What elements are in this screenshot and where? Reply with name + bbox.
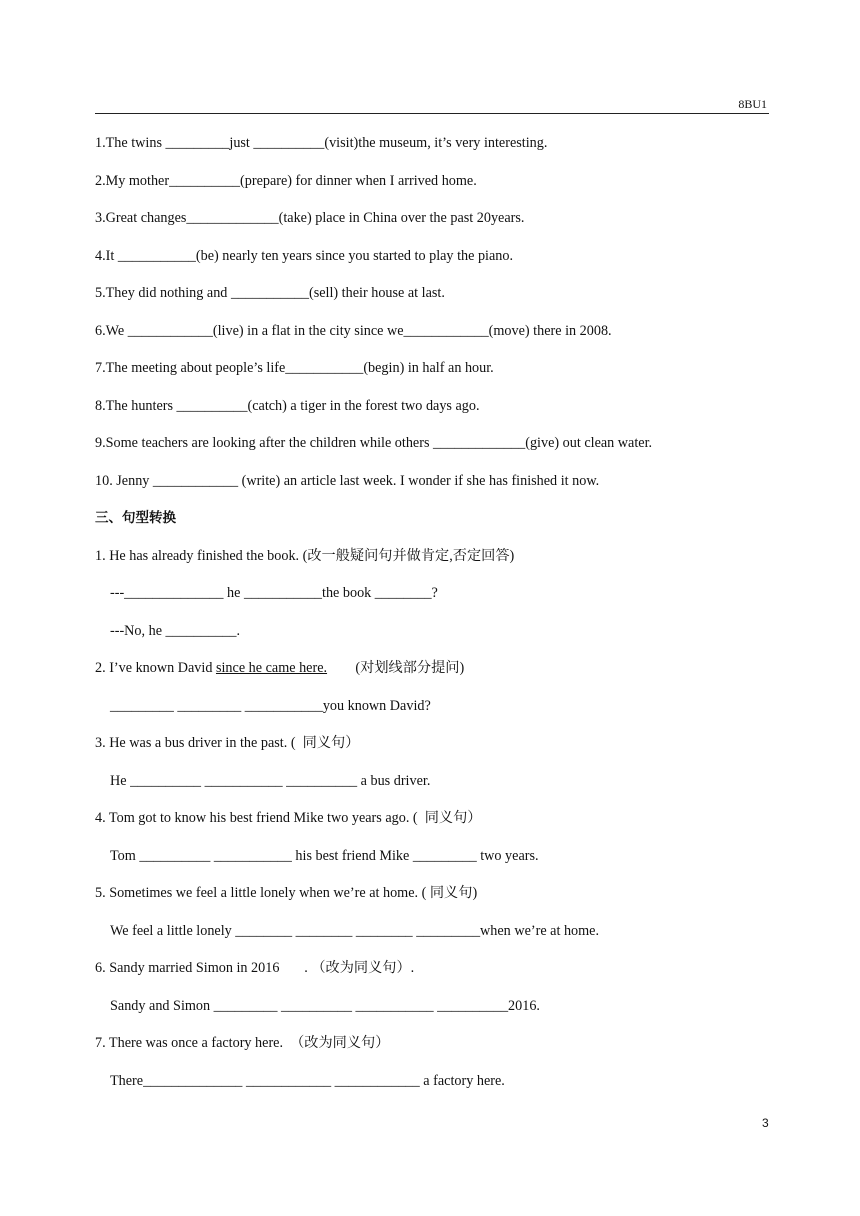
question-line: 4. Tom got to know his best friend Mike two years ago. ( 同义句） bbox=[95, 810, 482, 826]
question-line: 1. He has already finished the book. (改一般疑问句并做肯定,否定回答) bbox=[95, 547, 515, 564]
answer-line: He __________ ___________ __________ a bus driver. bbox=[110, 772, 431, 789]
answer-line: _________ _________ ___________you known David? bbox=[110, 697, 431, 714]
header-code: 8BU1 bbox=[738, 97, 767, 111]
answer-line: ---No, he __________. bbox=[110, 622, 241, 639]
exercise-line: 10. Jenny ____________ (write) an article last week. I wonder if she has finished it now. bbox=[95, 472, 600, 489]
underlined-phrase: since he came here. bbox=[215, 660, 328, 676]
section-heading: 三、句型转换 bbox=[95, 510, 176, 526]
answer-line: ---______________ he ___________the book ________? bbox=[110, 585, 438, 601]
exercise-line: 4.It ___________(be) nearly ten years since you started to play the piano. bbox=[95, 247, 514, 264]
exercise-line: 3.Great changes_____________(take) place in China over the past 20years. bbox=[95, 210, 525, 226]
answer-line: We feel a little lonely ________ ________ ________ _________when we’re at home. bbox=[110, 922, 600, 939]
exercise-line: 1.The twins _________just __________(visit)the museum, it’s very interesting. bbox=[95, 135, 548, 151]
header-rule bbox=[95, 113, 769, 114]
exercise-line: 6.We ____________(live) in a flat in the city since we____________(move) there in 2008. bbox=[95, 322, 612, 339]
exercise-line: 9.Some teachers are looking after the children while others _____________(give) out clean water. bbox=[95, 435, 653, 451]
question-line: 6. Sandy married Simon in 2016 . （改为同义句）. bbox=[95, 960, 415, 976]
worksheet-body bbox=[95, 133, 775, 1108]
answer-line: Sandy and Simon _________ __________ ___________ __________2016. bbox=[110, 997, 540, 1014]
question-line: 7. There was once a factory here. （改为同义句） bbox=[95, 1035, 390, 1051]
exercise-line: 5.They did nothing and ___________(sell) their house at last. bbox=[95, 285, 445, 301]
question-line bbox=[95, 658, 775, 696]
answer-line: Tom __________ ___________ his best friend Mike _________ two years. bbox=[110, 847, 539, 864]
exercise-line: 7.The meeting about people’s life___________(begin) in half an hour. bbox=[95, 360, 494, 376]
question-line: 3. He was a bus driver in the past. ( 同义句） bbox=[95, 735, 360, 751]
exercise-line: 8.The hunters __________(catch) a tiger in the forest two days ago. bbox=[95, 397, 480, 414]
exercise-line: 2.My mother__________(prepare) for dinner when I arrived home. bbox=[95, 172, 477, 189]
question-line: 5. Sometimes we feel a little lonely when we’re at home. ( 同义句) bbox=[95, 885, 478, 901]
question-instruction: (对划线部分提问) bbox=[327, 660, 465, 676]
page-number: 3 bbox=[762, 1116, 769, 1130]
answer-line: There______________ ____________ ____________ a factory here. bbox=[110, 1072, 505, 1089]
question-text: 2. I’ve known David bbox=[95, 660, 216, 676]
